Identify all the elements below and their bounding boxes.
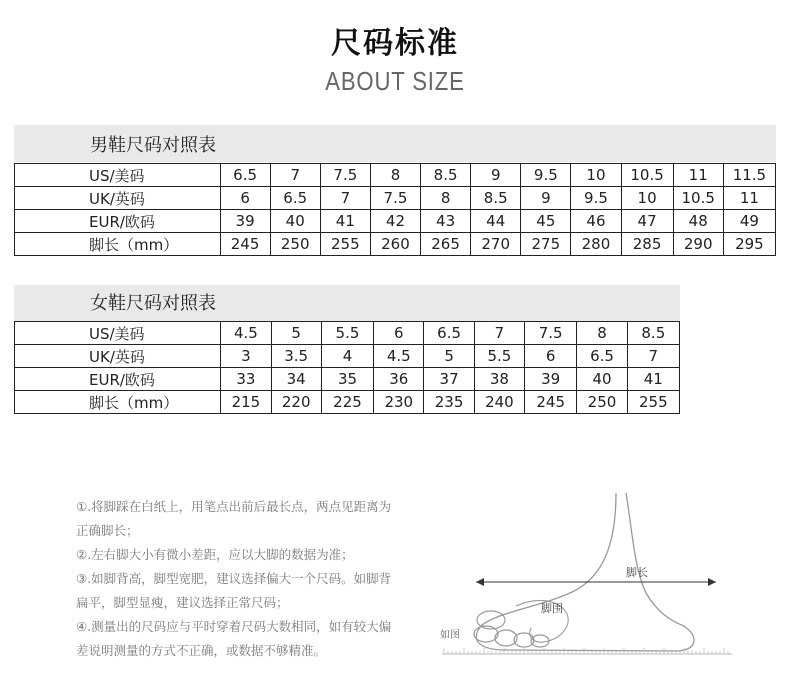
size-row bbox=[15, 391, 680, 414]
size-row bbox=[15, 368, 680, 391]
size-cell: 37 bbox=[424, 368, 474, 391]
row-label: EUR/欧码 bbox=[15, 210, 221, 233]
measuring-tips bbox=[76, 495, 426, 663]
size-cell: 39 bbox=[220, 210, 270, 233]
tip-line: ③.如脚背高，脚型宽肥，建议选择偏大一个尺码。如脚背 bbox=[76, 571, 392, 586]
men-size-table bbox=[14, 163, 776, 256]
row-label: UK/英码 bbox=[15, 345, 221, 368]
size-cell: 3 bbox=[221, 345, 271, 368]
size-cell: 11 bbox=[673, 164, 723, 187]
size-cell: 9.5 bbox=[571, 187, 621, 210]
size-cell: 48 bbox=[673, 210, 723, 233]
size-cell: 7 bbox=[474, 322, 524, 345]
size-cell: 255 bbox=[320, 233, 370, 256]
size-cell: 5.5 bbox=[321, 322, 373, 345]
size-cell: 4.5 bbox=[221, 322, 271, 345]
size-cell: 8.5 bbox=[421, 164, 471, 187]
size-cell: 265 bbox=[421, 233, 471, 256]
size-cell: 270 bbox=[471, 233, 521, 256]
size-row bbox=[15, 164, 776, 187]
size-cell: 10 bbox=[571, 164, 621, 187]
size-row bbox=[15, 187, 776, 210]
size-cell: 6.5 bbox=[577, 345, 627, 368]
size-cell: 8 bbox=[370, 164, 420, 187]
size-cell: 44 bbox=[471, 210, 521, 233]
tip-line: 扁平，脚型显瘦，建议选择正常尺码； bbox=[76, 595, 289, 610]
size-cell: 7 bbox=[270, 164, 320, 187]
size-cell: 7.5 bbox=[320, 164, 370, 187]
row-label: UK/英码 bbox=[15, 187, 221, 210]
women-size-heading: 女鞋尺码对照表 bbox=[14, 285, 680, 321]
size-cell: 5.5 bbox=[474, 345, 524, 368]
size-cell: 8.5 bbox=[471, 187, 521, 210]
page-title: 尺码标准 bbox=[331, 26, 459, 61]
size-cell: 240 bbox=[474, 391, 524, 414]
toe bbox=[495, 630, 517, 646]
size-cell: 33 bbox=[221, 368, 271, 391]
size-cell: 7.5 bbox=[370, 187, 420, 210]
foot-outline bbox=[476, 493, 694, 651]
tip-line: 正确脚长； bbox=[76, 523, 139, 538]
size-cell: 4 bbox=[321, 345, 373, 368]
size-cell: 41 bbox=[627, 368, 679, 391]
size-cell: 245 bbox=[220, 233, 270, 256]
row-label: US/美码 bbox=[15, 164, 221, 187]
size-cell: 215 bbox=[221, 391, 271, 414]
size-cell: 260 bbox=[370, 233, 420, 256]
size-cell: 6 bbox=[220, 187, 270, 210]
size-cell: 6.5 bbox=[270, 187, 320, 210]
row-label: 脚长（mm） bbox=[15, 233, 221, 256]
size-cell: 46 bbox=[571, 210, 621, 233]
size-cell: 250 bbox=[577, 391, 627, 414]
size-cell: 9 bbox=[471, 164, 521, 187]
size-cell: 41 bbox=[320, 210, 370, 233]
tip-line: ①.将脚踩在白纸上，用笔点出前后最长点，两点见距离为 bbox=[76, 499, 392, 514]
size-cell: 11.5 bbox=[723, 164, 775, 187]
tip-line: ②.左右脚大小有微小差距，应以大脚的数据为准； bbox=[76, 547, 354, 562]
row-label: US/美码 bbox=[15, 322, 221, 345]
size-cell: 7.5 bbox=[525, 322, 577, 345]
size-cell: 34 bbox=[271, 368, 321, 391]
size-cell: 43 bbox=[421, 210, 471, 233]
size-cell: 38 bbox=[474, 368, 524, 391]
size-cell: 6.5 bbox=[220, 164, 270, 187]
size-row bbox=[15, 345, 680, 368]
size-cell: 40 bbox=[270, 210, 320, 233]
size-cell: 47 bbox=[621, 210, 673, 233]
row-label: EUR/欧码 bbox=[15, 368, 221, 391]
size-cell: 230 bbox=[374, 391, 424, 414]
size-cell: 40 bbox=[577, 368, 627, 391]
size-cell: 250 bbox=[270, 233, 320, 256]
women-size-table bbox=[14, 321, 680, 414]
size-cell: 295 bbox=[723, 233, 775, 256]
size-cell: 35 bbox=[321, 368, 373, 391]
size-row bbox=[15, 210, 776, 233]
size-cell: 7 bbox=[320, 187, 370, 210]
men-size-heading: 男鞋尺码对照表 bbox=[14, 125, 776, 162]
size-cell: 8.5 bbox=[627, 322, 679, 345]
size-cell: 9.5 bbox=[521, 164, 571, 187]
size-cell: 49 bbox=[723, 210, 775, 233]
foot-measurement-diagram bbox=[436, 488, 736, 663]
size-cell: 8 bbox=[577, 322, 627, 345]
size-cell: 9 bbox=[521, 187, 571, 210]
size-cell: 245 bbox=[525, 391, 577, 414]
size-cell: 235 bbox=[424, 391, 474, 414]
size-cell: 225 bbox=[321, 391, 373, 414]
size-row bbox=[15, 233, 776, 256]
size-cell: 10 bbox=[621, 187, 673, 210]
size-cell: 5 bbox=[271, 322, 321, 345]
size-cell: 6.5 bbox=[424, 322, 474, 345]
size-cell: 11 bbox=[723, 187, 775, 210]
size-cell: 3.5 bbox=[271, 345, 321, 368]
arrow-right-head bbox=[708, 578, 716, 586]
size-cell: 275 bbox=[521, 233, 571, 256]
size-cell: 36 bbox=[374, 368, 424, 391]
tip-line: 差说明测量的方式不正确，或数据不够精准。 bbox=[76, 643, 327, 658]
size-cell: 7 bbox=[627, 345, 679, 368]
size-cell: 42 bbox=[370, 210, 420, 233]
size-cell: 6 bbox=[525, 345, 577, 368]
page-subtitle: ABOUT SIZE bbox=[325, 66, 465, 96]
size-row bbox=[15, 322, 680, 345]
size-cell: 10.5 bbox=[673, 187, 723, 210]
size-cell: 220 bbox=[271, 391, 321, 414]
size-cell: 5 bbox=[424, 345, 474, 368]
size-cell: 6 bbox=[374, 322, 424, 345]
example-label: 如图 bbox=[440, 630, 460, 641]
row-label: 脚长（mm） bbox=[15, 391, 221, 414]
tip-line: ④.测量出的尺码应与平时穿着尺码大数相同，如有较大偏 bbox=[76, 619, 392, 634]
size-cell: 285 bbox=[621, 233, 673, 256]
foot-length-label: 脚长 bbox=[626, 566, 648, 579]
arrow-left-head bbox=[476, 578, 484, 586]
foot-width-label: 脚围 bbox=[541, 602, 563, 615]
size-cell: 8 bbox=[421, 187, 471, 210]
size-cell: 280 bbox=[571, 233, 621, 256]
size-cell: 45 bbox=[521, 210, 571, 233]
size-cell: 4.5 bbox=[374, 345, 424, 368]
size-cell: 255 bbox=[627, 391, 679, 414]
size-cell: 10.5 bbox=[621, 164, 673, 187]
size-cell: 39 bbox=[525, 368, 577, 391]
size-cell: 290 bbox=[673, 233, 723, 256]
